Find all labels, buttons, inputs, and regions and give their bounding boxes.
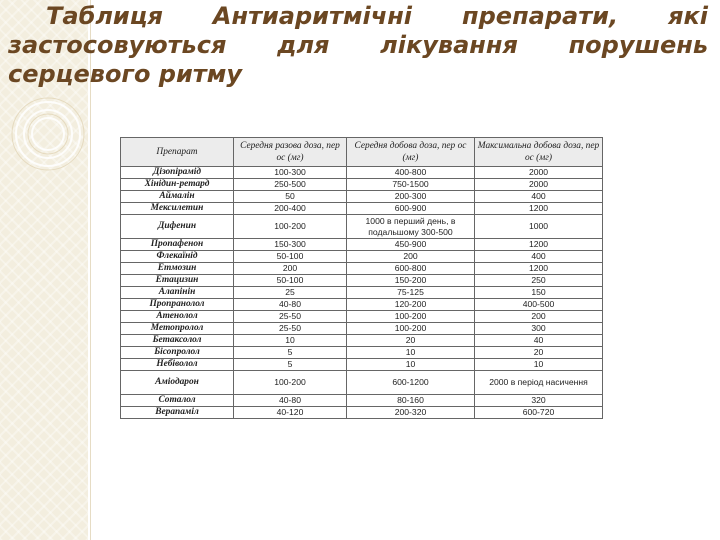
max-daily-dose: 400 bbox=[475, 251, 603, 263]
daily-dose: 600-800 bbox=[347, 263, 475, 275]
single-dose: 25 bbox=[234, 287, 347, 299]
max-daily-dose: 20 bbox=[475, 347, 603, 359]
single-dose: 5 bbox=[234, 359, 347, 371]
drug-name: Пропранолол bbox=[121, 299, 234, 311]
single-dose: 50 bbox=[234, 191, 347, 203]
single-dose: 200-400 bbox=[234, 203, 347, 215]
max-daily-dose: 150 bbox=[475, 287, 603, 299]
max-daily-dose: 2000 bbox=[475, 179, 603, 191]
drug-name: Верапаміл bbox=[121, 407, 234, 419]
max-daily-dose: 1200 bbox=[475, 203, 603, 215]
max-daily-dose: 400-500 bbox=[475, 299, 603, 311]
single-dose: 10 bbox=[234, 335, 347, 347]
table-row bbox=[121, 251, 603, 263]
single-dose: 25-50 bbox=[234, 323, 347, 335]
table-row bbox=[121, 371, 603, 395]
max-daily-dose: 40 bbox=[475, 335, 603, 347]
daily-dose: 600-900 bbox=[347, 203, 475, 215]
single-dose: 50-100 bbox=[234, 251, 347, 263]
max-daily-dose: 300 bbox=[475, 323, 603, 335]
daily-dose: 200 bbox=[347, 251, 475, 263]
daily-dose: 100-200 bbox=[347, 311, 475, 323]
table-row bbox=[121, 263, 603, 275]
table-row bbox=[121, 275, 603, 287]
table-row bbox=[121, 335, 603, 347]
max-daily-dose: 1200 bbox=[475, 239, 603, 251]
table-row bbox=[121, 215, 603, 239]
daily-dose: 450-900 bbox=[347, 239, 475, 251]
daily-dose: 75-125 bbox=[347, 287, 475, 299]
single-dose: 100-200 bbox=[234, 371, 347, 395]
max-daily-dose: 320 bbox=[475, 395, 603, 407]
drug-name: Пропафенон bbox=[121, 239, 234, 251]
drug-name: Аміодарон bbox=[121, 371, 234, 395]
daily-dose: 80-160 bbox=[347, 395, 475, 407]
single-dose: 40-80 bbox=[234, 395, 347, 407]
table-row bbox=[121, 191, 603, 203]
max-daily-dose: 10 bbox=[475, 359, 603, 371]
table-row bbox=[121, 347, 603, 359]
daily-dose: 400-800 bbox=[347, 167, 475, 179]
max-daily-dose: 1000 bbox=[475, 215, 603, 239]
daily-dose: 200-320 bbox=[347, 407, 475, 419]
max-daily-dose: 250 bbox=[475, 275, 603, 287]
drug-name: Соталол bbox=[121, 395, 234, 407]
daily-dose: 1000 в перший день, в подальшому 300-500 bbox=[347, 215, 475, 239]
drug-name: Бетаксолол bbox=[121, 335, 234, 347]
single-dose: 150-300 bbox=[234, 239, 347, 251]
table-row bbox=[121, 299, 603, 311]
header-single-dose: Середня разова доза, пер ос (мг) bbox=[234, 138, 347, 167]
table-row bbox=[121, 239, 603, 251]
max-daily-dose: 400 bbox=[475, 191, 603, 203]
antiarrhythmic-drugs-table bbox=[120, 137, 603, 419]
daily-dose: 150-200 bbox=[347, 275, 475, 287]
drug-name: Дифенин bbox=[121, 215, 234, 239]
drug-name: Метопролол bbox=[121, 323, 234, 335]
daily-dose: 120-200 bbox=[347, 299, 475, 311]
daily-dose: 200-300 bbox=[347, 191, 475, 203]
drug-name: Бісопролол bbox=[121, 347, 234, 359]
max-daily-dose: 2000 в період насичення bbox=[475, 371, 603, 395]
slide-title: Таблиця Антиаритмічні препарати, які застосовуються для лікування порушень серцевого ритму bbox=[8, 2, 708, 88]
daily-dose: 20 bbox=[347, 335, 475, 347]
table-row bbox=[121, 311, 603, 323]
table-row bbox=[121, 359, 603, 371]
drug-name: Аймалін bbox=[121, 191, 234, 203]
table-row bbox=[121, 323, 603, 335]
drug-name: Хінідин-ретард bbox=[121, 179, 234, 191]
header-drug: Препарат bbox=[121, 138, 234, 167]
single-dose: 40-80 bbox=[234, 299, 347, 311]
table-row bbox=[121, 167, 603, 179]
daily-dose: 10 bbox=[347, 347, 475, 359]
table-row bbox=[121, 179, 603, 191]
table-row bbox=[121, 395, 603, 407]
drug-name: Дізопірамід bbox=[121, 167, 234, 179]
single-dose: 5 bbox=[234, 347, 347, 359]
header-daily-dose: Середня добова доза, пер ос (мг) bbox=[347, 138, 475, 167]
table-row bbox=[121, 407, 603, 419]
table-header-row bbox=[121, 138, 603, 167]
daily-dose: 750-1500 bbox=[347, 179, 475, 191]
drug-name: Алапінін bbox=[121, 287, 234, 299]
single-dose: 25-50 bbox=[234, 311, 347, 323]
drug-name: Флекаїнід bbox=[121, 251, 234, 263]
max-daily-dose: 200 bbox=[475, 311, 603, 323]
single-dose: 50-100 bbox=[234, 275, 347, 287]
single-dose: 250-500 bbox=[234, 179, 347, 191]
table-row bbox=[121, 203, 603, 215]
single-dose: 100-200 bbox=[234, 215, 347, 239]
max-daily-dose: 1200 bbox=[475, 263, 603, 275]
single-dose: 100-300 bbox=[234, 167, 347, 179]
single-dose: 40-120 bbox=[234, 407, 347, 419]
drug-name: Небіволол bbox=[121, 359, 234, 371]
daily-dose: 100-200 bbox=[347, 323, 475, 335]
single-dose: 200 bbox=[234, 263, 347, 275]
daily-dose: 600-1200 bbox=[347, 371, 475, 395]
header-max-daily-dose: Максимальна добова доза, пер ос (мг) bbox=[475, 138, 603, 167]
drug-name: Атенолол bbox=[121, 311, 234, 323]
drug-name: Етацизин bbox=[121, 275, 234, 287]
max-daily-dose: 600-720 bbox=[475, 407, 603, 419]
max-daily-dose: 2000 bbox=[475, 167, 603, 179]
table-row bbox=[121, 287, 603, 299]
drug-name: Мексилетин bbox=[121, 203, 234, 215]
drug-name: Етмозин bbox=[121, 263, 234, 275]
daily-dose: 10 bbox=[347, 359, 475, 371]
